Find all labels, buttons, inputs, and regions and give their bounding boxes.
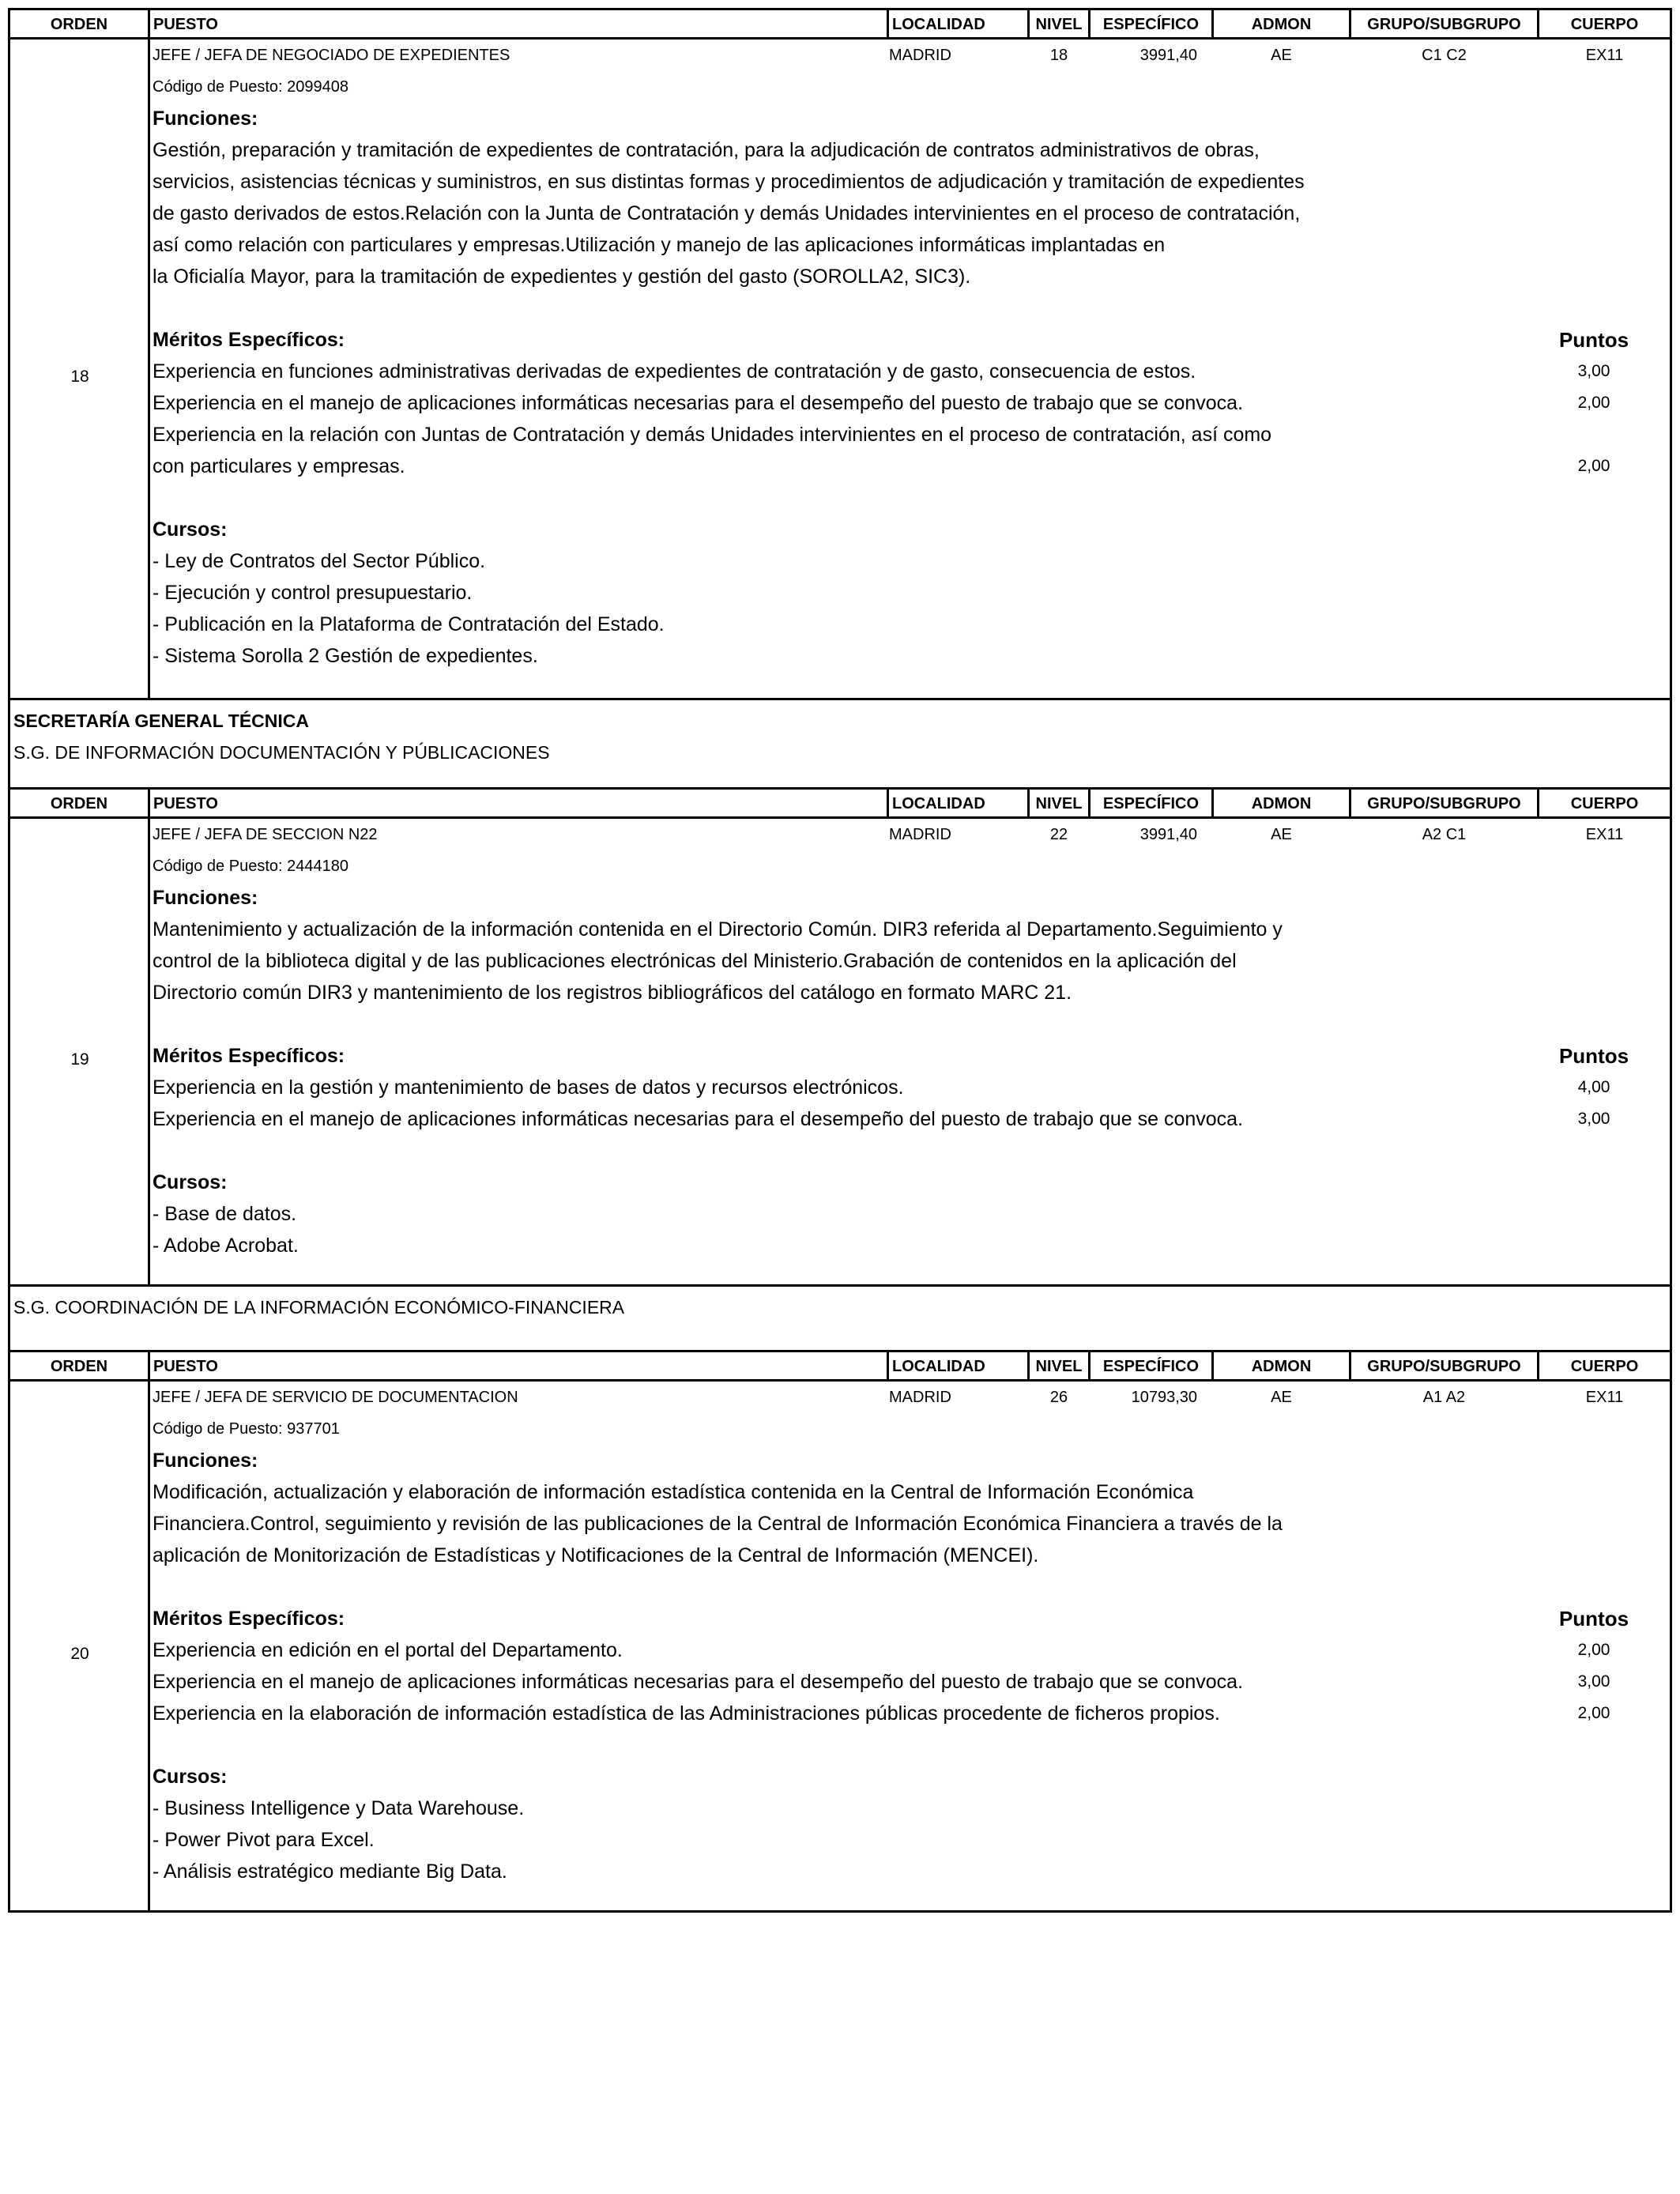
funciones-line: Financiera.Control, seguimiento y revisión de las publicaciones de la Central de Información Económica Financiera a través de la bbox=[153, 1513, 1283, 1535]
header-nivel: NIVEL bbox=[1035, 795, 1083, 812]
header-cuerpo: CUERPO bbox=[1570, 795, 1639, 812]
merito-puntos: 2,00 bbox=[1577, 394, 1610, 412]
header-localidad: LOCALIDAD bbox=[892, 795, 985, 812]
position-summary-row bbox=[153, 40, 1670, 71]
puntos-heading: Puntos bbox=[1558, 1607, 1629, 1630]
meritos-heading: Méritos Específicos: Puntos bbox=[153, 1040, 1670, 1072]
funciones-line: aplicación de Monitorización de Estadísticas y Notificaciones de la Central de Información (MENCEI). bbox=[153, 1544, 1039, 1566]
funciones-line: Directorio común DIR3 y mantenimiento de los registros bibliográficos del catálogo en formato MARC 21. bbox=[153, 982, 1072, 1004]
merito-puntos: 3,00 bbox=[1577, 1110, 1610, 1128]
orden-value: 18 bbox=[70, 368, 89, 386]
nivel-value: 18 bbox=[1049, 47, 1068, 64]
codigo-puesto: Código de Puesto: 2444180 bbox=[153, 858, 348, 875]
merito-puntos: 3,00 bbox=[1577, 1672, 1610, 1691]
merito-puntos: 2,00 bbox=[1577, 1704, 1610, 1722]
meritos-heading: Méritos Específicos: Puntos bbox=[153, 324, 1670, 356]
section-heading bbox=[8, 1287, 1672, 1350]
funciones-line: Mantenimiento y actualización de la información contenida en el Directorio Común. DIR3 referida al Departamento.Seguimiento y bbox=[153, 918, 1283, 941]
header-nivel: NIVEL bbox=[1035, 16, 1083, 33]
header-admon: ADMON bbox=[1251, 795, 1312, 812]
merito-item: Experiencia en la gestión y mantenimiento de bases de datos y recursos electrónicos. 4,00 bbox=[153, 1072, 1670, 1103]
header-grupo: GRUPO/SUBGRUPO bbox=[1367, 795, 1521, 812]
orden-value: 20 bbox=[70, 1645, 89, 1663]
especifico-value: 3991,40 bbox=[1139, 826, 1197, 843]
funciones-line: control de la biblioteca digital y de las publicaciones electrónicas del Ministerio.Grabación de contenidos en la aplicación del bbox=[153, 950, 1237, 972]
merito-item: Experiencia en edición en el portal del Departamento. 2,00 bbox=[153, 1634, 1670, 1666]
localidad-value: MADRID bbox=[889, 826, 951, 843]
codigo-puesto: Código de Puesto: 937701 bbox=[153, 1420, 340, 1438]
position-summary-row bbox=[153, 819, 1670, 850]
grupo-value: A2 C1 bbox=[1422, 826, 1467, 843]
funciones-heading: Funciones: bbox=[153, 107, 258, 130]
curso-item: - Adobe Acrobat. bbox=[153, 1235, 299, 1257]
header-puesto: PUESTO bbox=[153, 16, 218, 33]
merito-item: Experiencia en funciones administrativas derivadas de expedientes de contratación y de gasto, consecuencia de estos. 3,00 bbox=[153, 356, 1670, 387]
merito-puntos: 3,00 bbox=[1577, 362, 1610, 380]
header-especifico: ESPECÍFICO bbox=[1102, 795, 1200, 812]
curso-item: - Ejecución y control presupuestario. bbox=[153, 582, 473, 604]
admon-value: AE bbox=[1271, 1389, 1292, 1406]
merito-puntos: 4,00 bbox=[1577, 1078, 1610, 1096]
section-heading bbox=[8, 700, 1672, 787]
table-header bbox=[8, 8, 1672, 40]
header-orden: ORDEN bbox=[50, 795, 108, 812]
puntos-heading: Puntos bbox=[1558, 328, 1629, 352]
funciones-heading: Funciones: bbox=[153, 1449, 258, 1472]
header-admon: ADMON bbox=[1251, 16, 1312, 33]
nivel-value: 26 bbox=[1049, 1389, 1068, 1406]
puntos-heading: Puntos bbox=[1558, 1044, 1629, 1068]
funciones-line: servicios, asistencias técnicas y suministros, en sus distintas formas y procedimientos de adjudicación y tramitación de expedientes bbox=[153, 171, 1305, 193]
grupo-value: A1 A2 bbox=[1422, 1389, 1466, 1406]
funciones-line: la Oficialía Mayor, para la tramitación de expedientes y gestión del gasto (SOROLLA2, SIC3). bbox=[153, 266, 971, 288]
header-orden: ORDEN bbox=[50, 1358, 108, 1375]
header-puesto: PUESTO bbox=[153, 1358, 218, 1375]
section-title: SECRETARÍA GENERAL TÉCNICA bbox=[13, 711, 309, 731]
cursos-heading: Cursos: bbox=[153, 1171, 228, 1193]
merito-puntos: 2,00 bbox=[1577, 457, 1610, 475]
merito-puntos: 2,00 bbox=[1577, 1641, 1610, 1659]
cuerpo-value: EX11 bbox=[1585, 47, 1624, 64]
funciones-heading: Funciones: bbox=[153, 887, 258, 909]
position-block bbox=[8, 1382, 1672, 1913]
puesto-name: JEFE / JEFA DE NEGOCIADO DE EXPEDIENTES bbox=[153, 47, 510, 64]
cuerpo-value: EX11 bbox=[1585, 1389, 1624, 1406]
curso-item: - Sistema Sorolla 2 Gestión de expedientes. bbox=[153, 645, 538, 667]
position-summary-row bbox=[153, 1382, 1670, 1413]
funciones-line: Gestión, preparación y tramitación de expedientes de contratación, para la adjudicación de contratos administrativos de obras, bbox=[153, 139, 1260, 161]
position-block bbox=[8, 40, 1672, 700]
puesto-name: JEFE / JEFA DE SERVICIO DE DOCUMENTACION bbox=[153, 1389, 518, 1406]
admon-value: AE bbox=[1271, 47, 1292, 64]
cursos-heading: Cursos: bbox=[153, 1766, 228, 1788]
section-subtitle: S.G. COORDINACIÓN DE LA INFORMACIÓN ECONÓMICO-FINANCIERA bbox=[13, 1297, 625, 1318]
header-admon: ADMON bbox=[1251, 1358, 1312, 1375]
grupo-value: C1 C2 bbox=[1422, 47, 1467, 64]
header-especifico: ESPECÍFICO bbox=[1102, 1358, 1200, 1375]
header-cuerpo: CUERPO bbox=[1570, 1358, 1639, 1375]
table-header bbox=[8, 787, 1672, 819]
codigo-puesto: Código de Puesto: 2099408 bbox=[153, 78, 348, 96]
header-nivel: NIVEL bbox=[1035, 1358, 1083, 1375]
funciones-line: de gasto derivados de estos.Relación con la Junta de Contratación y demás Unidades intervinientes en el proceso de contratación, bbox=[153, 202, 1301, 224]
funciones-line: Modificación, actualización y elaboración de información estadística contenida en la Central de Información Económica bbox=[153, 1481, 1194, 1503]
merito-item: Experiencia en la elaboración de información estadística de las Administraciones públicas procedente de ficheros propios. 2,00 bbox=[153, 1698, 1670, 1729]
merito-item: Experiencia en el manejo de aplicaciones informáticas necesarias para el desempeño del puesto de trabajo que se convoca. 2,00 bbox=[153, 387, 1670, 419]
header-grupo: GRUPO/SUBGRUPO bbox=[1367, 16, 1521, 33]
header-localidad: LOCALIDAD bbox=[892, 1358, 985, 1375]
merito-item: Experiencia en el manejo de aplicaciones informáticas necesarias para el desempeño del puesto de trabajo que se convoca. 3,00 bbox=[153, 1666, 1670, 1698]
meritos-heading: Méritos Específicos: Puntos bbox=[153, 1603, 1670, 1634]
especifico-value: 10793,30 bbox=[1131, 1389, 1197, 1406]
merito-item: Experiencia en el manejo de aplicaciones informáticas necesarias para el desempeño del puesto de trabajo que se convoca. 3,00 bbox=[153, 1103, 1670, 1135]
curso-item: - Ley de Contratos del Sector Público. bbox=[153, 550, 486, 572]
admon-value: AE bbox=[1271, 826, 1292, 843]
orden-value: 19 bbox=[70, 1050, 89, 1069]
curso-item: - Publicación en la Plataforma de Contratación del Estado. bbox=[153, 613, 665, 635]
merito-item: con particulares y empresas. 2,00 bbox=[153, 450, 1670, 482]
curso-item: - Análisis estratégico mediante Big Data. bbox=[153, 1860, 507, 1883]
header-puesto: PUESTO bbox=[153, 795, 218, 812]
puesto-name: JEFE / JEFA DE SECCION N22 bbox=[153, 826, 378, 843]
header-cuerpo: CUERPO bbox=[1570, 16, 1639, 33]
position-block bbox=[8, 819, 1672, 1287]
localidad-value: MADRID bbox=[889, 1389, 951, 1406]
funciones-line: así como relación con particulares y empresas.Utilización y manejo de las aplicaciones informáticas implantadas en bbox=[153, 234, 1166, 256]
cursos-heading: Cursos: bbox=[153, 518, 228, 541]
header-especifico: ESPECÍFICO bbox=[1102, 16, 1200, 33]
table-header bbox=[8, 1350, 1672, 1382]
merito-item: Experiencia en la relación con Juntas de Contratación y demás Unidades intervinientes en el proceso de contratación, así como bbox=[153, 424, 1272, 446]
cuerpo-value: EX11 bbox=[1585, 826, 1624, 843]
curso-item: - Base de datos. bbox=[153, 1203, 297, 1225]
header-grupo: GRUPO/SUBGRUPO bbox=[1367, 1358, 1521, 1375]
nivel-value: 22 bbox=[1049, 826, 1068, 843]
especifico-value: 3991,40 bbox=[1139, 47, 1197, 64]
document bbox=[8, 8, 1672, 1913]
header-orden: ORDEN bbox=[50, 16, 108, 33]
curso-item: - Business Intelligence y Data Warehouse. bbox=[153, 1797, 525, 1819]
curso-item: - Power Pivot para Excel. bbox=[153, 1829, 375, 1851]
header-localidad: LOCALIDAD bbox=[892, 16, 985, 33]
localidad-value: MADRID bbox=[889, 47, 951, 64]
section-subtitle: S.G. DE INFORMACIÓN DOCUMENTACIÓN Y PÚBLICACIONES bbox=[13, 742, 550, 763]
